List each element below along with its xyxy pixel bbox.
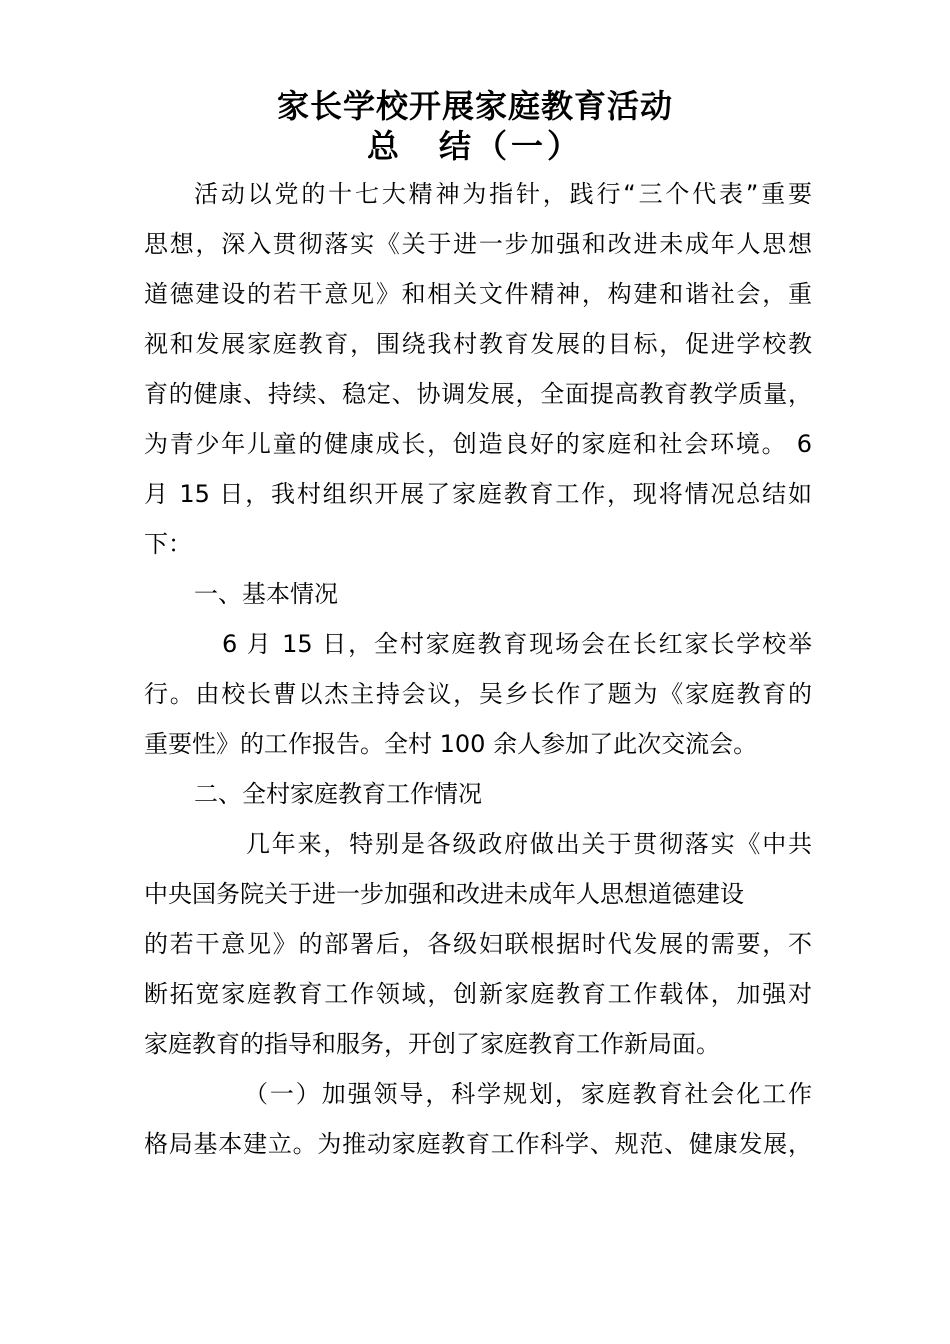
paragraph-line: 几年来，特别是各级政府做出关于贯彻落实《中共 bbox=[246, 830, 812, 858]
paragraph-line: 视和发展家庭教育，围绕我村教育发展的目标，促进学校教 bbox=[144, 330, 812, 358]
paragraph-line: 格局基本建立。为推动家庭教育工作科学、规范、健康发展， bbox=[144, 1130, 812, 1158]
paragraph-line: 家庭教育的指导和服务，开创了家庭教育工作新局面。 bbox=[144, 1030, 720, 1058]
paragraph-line: 育的健康、持续、稳定、协调发展，全面提高教育教学质量， bbox=[144, 380, 812, 408]
document-subtitle: 总 结（一） bbox=[366, 127, 583, 165]
paragraph-line: （一）加强领导，科学规划，家庭教育社会化工作 bbox=[244, 1080, 812, 1108]
document-title: 家长学校开展家庭教育活动 bbox=[276, 87, 673, 125]
paragraph-line: 中央国务院关于进一步加强和改进未成年人思想道德建设 bbox=[144, 880, 744, 908]
paragraph-line: 断拓宽家庭教育工作领域，创新家庭教育工作载体，加强对 bbox=[144, 980, 812, 1008]
section-heading: 二、全村家庭教育工作情况 bbox=[194, 780, 482, 808]
paragraph-line: 道德建设的若干意见》和相关文件精神，构建和谐社会，重 bbox=[144, 280, 812, 308]
paragraph-line: 思想，深入贯彻落实《关于进一步加强和改进未成年人思想 bbox=[144, 230, 812, 258]
section-heading: 一、基本情况 bbox=[194, 580, 338, 608]
paragraph-line: 重要性》的工作报告。全村 100 余人参加了此次交流会。 bbox=[144, 730, 758, 758]
paragraph-line: 活动以党的十七大精神为指针，践行“三个代表”重要 bbox=[194, 180, 812, 208]
paragraph-line: 月 15 日，我村组织开展了家庭教育工作，现将情况总结如 bbox=[144, 480, 812, 508]
paragraph-line: 行。由校长曹以杰主持会议，吴乡长作了题为《家庭教育的 bbox=[144, 680, 812, 708]
paragraph-line: 的若干意见》的部署后，各级妇联根据时代发展的需要，不 bbox=[144, 930, 812, 958]
paragraph-line: 为青少年儿童的健康成长，创造良好的家庭和社会环境。 6 bbox=[144, 430, 812, 458]
paragraph-line: 6 月 15 日，全村家庭教育现场会在长红家长学校举 bbox=[222, 630, 812, 658]
paragraph-line: 下： bbox=[144, 530, 192, 558]
